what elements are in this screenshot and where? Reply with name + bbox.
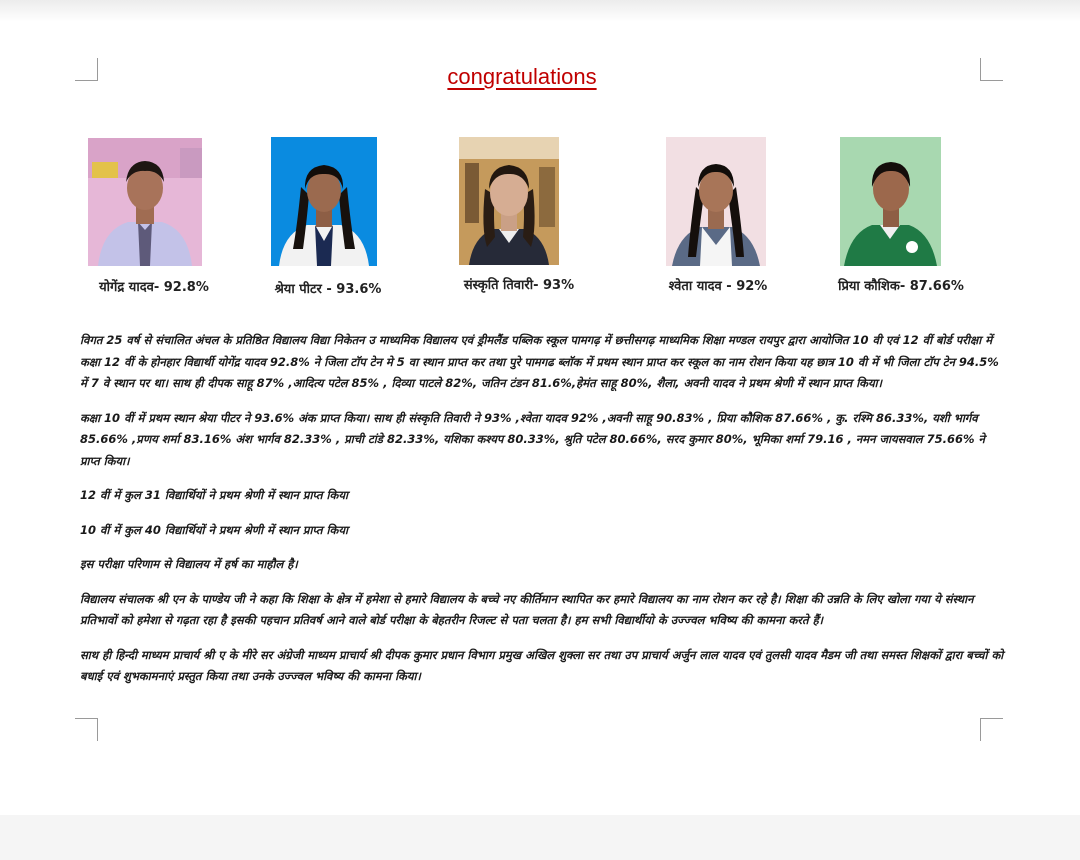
article-body bbox=[80, 330, 1006, 701]
paragraph-12th-first-division: 12 वीं में कुल 31 विद्यार्थियों ने प्रथम श्रेणी में स्थान प्राप्त किया bbox=[80, 488, 348, 502]
crop-mark-bottom-right bbox=[980, 718, 1003, 741]
student-photo-2 bbox=[271, 137, 377, 266]
paragraph-staff-wishes: साथ ही हिन्दी माध्यम प्राचार्य श्री ए के मीरे सर अंग्रेजी माध्यम प्राचार्य श्री दीपक कुमार प्रधान विभाग प्रमुख अखिल शुक्ला सर तथा उप प्राचार्य अर्जुन लाल यादव एवं तुलसी यादव मैडम जी तथा समस्त शिक्षकों द्वारा बच्चों को बधाई एवं शुभकामनाएं प्रस्तुत किया तथा उनके उज्ज्वल भविष्य की कामना किया। bbox=[80, 647, 1004, 683]
student-caption-1: योगेंद्र यादव- 92.8% bbox=[99, 280, 209, 295]
top-shade bbox=[0, 0, 1080, 22]
student-photo-3 bbox=[459, 137, 559, 265]
student-photo-1 bbox=[88, 138, 202, 266]
student-caption-4: श्वेता यादव - 92% bbox=[668, 279, 768, 294]
student-caption-2: श्रेया पीटर - 93.6% bbox=[274, 282, 382, 297]
paragraph-10th-first-division: 10 वीं में कुल 40 विद्यार्थियों ने प्रथम श्रेणी में स्थान प्राप्त किया bbox=[80, 522, 348, 537]
paragraph-10th-results: कक्षा 10 वीं में प्रथम स्थान श्रेया पीटर ने 93.6% अंक प्राप्त किया। साथ ही संस्कृति तिवारी ने 93% ,श्वेता यादव 92% ,अवनी साहू 90.83% , प्रिया कौशिक 87.66% , कु. रश्मि 86.33%, यशी भार्गव 85.66% ,प्रणय शर्मा 83.16% अंश भार्गव 82.33% , प्राची टांडे 82.33%, यशिका कश्यप 80.33%, श्रुति पटेल 80.66%, सरद कुमार 80%, भूमिका शर्मा 79.16 , नमन जायसवाल 75.66% ने प्राप्त किया। bbox=[80, 410, 985, 468]
paragraph-12th-results: विगत 25 वर्ष से संचालित अंचल के प्रतिष्ठित विद्यालय विद्या निकेतन उ माध्यमिक विद्यालय एवं ड्रीमलैंड पब्लिक स्कूल पामगढ़ में छत्तीसगढ़ माध्यमिक शिक्षा मण्डल रायपुर द्वारा आयोजित 10 वी एवं 12 वीं बोर्ड परीक्षा में कक्षा 12 वीं के होनहार विद्यार्थी योगेंद्र यादव 92.8% ने जिला टॉप टेन मे 5 वा स्थान प्राप्त कर तथा पुरे पामगढ ब्लॉक में प्रथम स्थान प्राप्त कर स्कूल का नाम रोशन किया यह छात्र 10 वी में भी जिला टॉप टेन 94.5% में 7 वे स्थान पर था। साथ ही दीपक साहू 87% ,आदित्य पटेल 85% , दिव्या पाटले 82%, जतिन टंडन 81.6%,हेमंत साहू 80%, शैला, अवनी यादव ने प्रथम श्रेणी में स्थान प्राप्त किया। bbox=[80, 333, 999, 390]
paragraph-celebration: इस परीक्षा परिणाम से विद्यालय में हर्ष का माहौल है। bbox=[80, 557, 298, 571]
page-title: congratulations bbox=[447, 64, 597, 89]
student-caption-5: प्रिया कौशिक- 87.66% bbox=[838, 279, 964, 294]
crop-mark-bottom-left bbox=[75, 718, 98, 741]
student-caption-3: संस्कृति तिवारी- 93% bbox=[463, 278, 575, 293]
student-photo-5 bbox=[840, 137, 941, 266]
paragraph-director-statement: विद्यालय संचालक श्री एन के पाण्डेय जी ने कहा कि शिक्षा के क्षेत्र में हमेशा से हमारे विद्यालय के बच्चे नए कीर्तिमान स्थापित कर हमारे विद्यालय का नाम रोशन कर रहे है। शिक्षा की उन्नति के लिए खोला गया ये संस्थान प्रतिभावों को हमेशा से गढ़ता रहा है इसकी पहचान प्रतिवर्ष आने वाले बोर्ड परीक्षा के बेहतरीन रिजल्ट से पता चलता है। हम सभी विद्यार्थीयो के उज्ज्वल भविष्य की कामना करते हैं। bbox=[80, 591, 974, 627]
student-photo-4 bbox=[666, 137, 766, 266]
